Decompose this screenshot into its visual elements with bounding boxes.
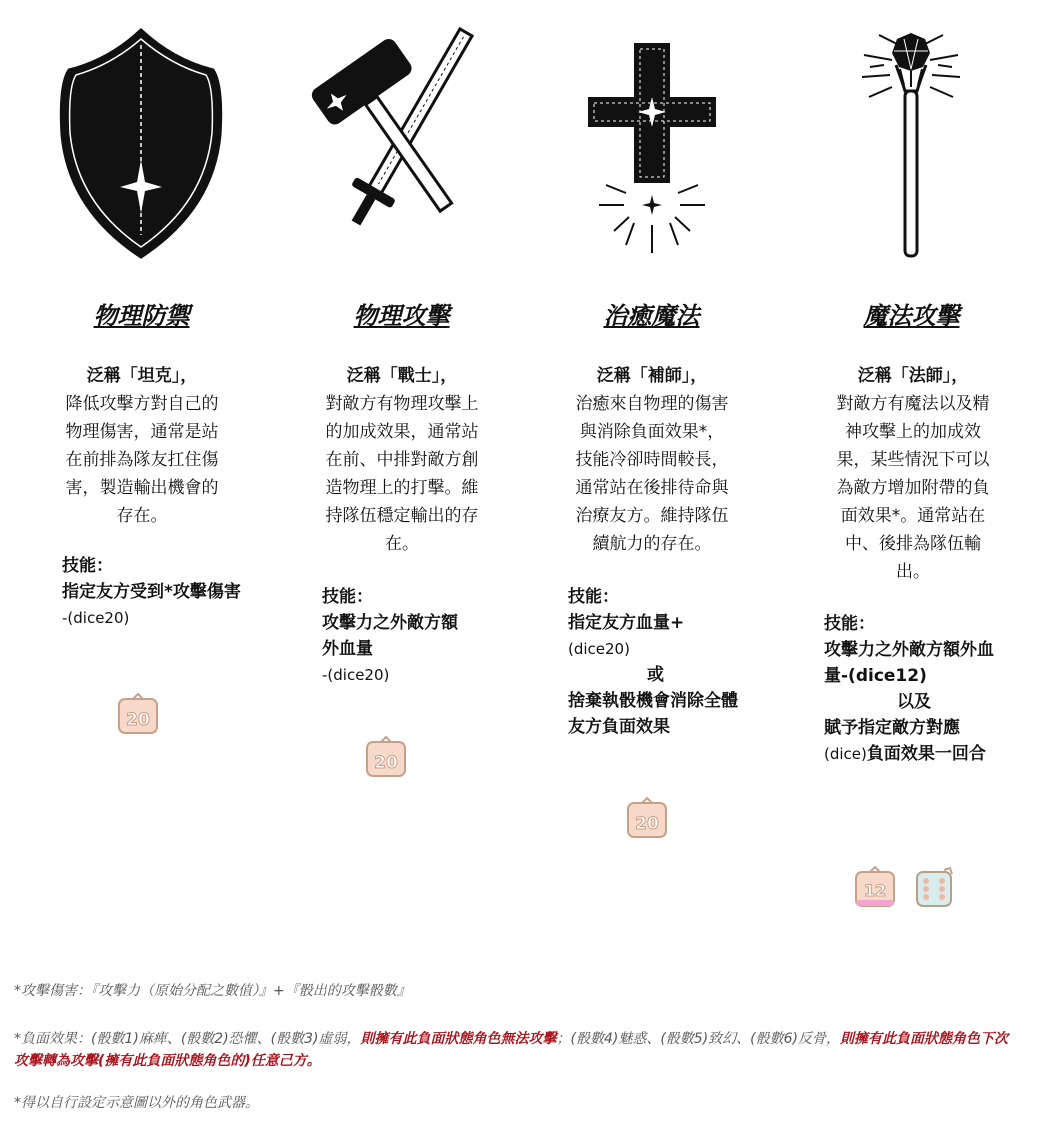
role-description-text: 治癒來自物理的傷害與消除負面效果*，技能冷卻時間較長，通常站在後排待命與治療友方。維持隊伍續航力的存在。 (575, 394, 729, 554)
role-description-text: 降低攻擊方對自己的物理傷害，通常是站在前排為隊友扛住傷害，製造輸出機會的存在。 (65, 394, 219, 526)
role-card-physical-attack (274, 0, 529, 960)
role-skill (824, 611, 1004, 767)
die-label: 20 (635, 814, 659, 834)
skill-alt: 捨棄執骰機會消除全體友方負面效果 (568, 691, 738, 737)
skill-main: 指定友方受到*攻擊傷害 (62, 582, 241, 602)
note-negative-effects (14, 1028, 1014, 1072)
role-title: 物理防禦 (93, 301, 190, 330)
role-description (829, 362, 997, 586)
hammer-sword-icon (274, 25, 529, 265)
shield-icon (14, 25, 269, 265)
skill-dice: (dice20) (568, 640, 630, 658)
skill-alt-1: 賦予指定敵方對應 (824, 718, 960, 738)
role-description-text: 對敵方有魔法以及精神攻擊上的加成效果，某些情況下可以為敵方增加附帶的負面效果*。通常站在中、後排為隊伍輸出。 (836, 394, 990, 582)
skill-heading: 技能： (568, 587, 619, 607)
role-skill (568, 584, 743, 740)
die-label: 20 (374, 753, 398, 773)
role-description (62, 362, 222, 530)
role-title: 治癒魔法 (603, 301, 700, 330)
skill-or: 以及 (897, 692, 931, 712)
die-label: 20 (126, 710, 150, 730)
skill-heading: 技能： (62, 556, 113, 576)
skill-dice: -(dice20) (62, 609, 130, 627)
role-card-healing-magic (524, 0, 779, 960)
note-negative-effects-d: 則擁有此負面狀態角色下次攻擊轉為攻擊(擁有此負面狀態角色的)任意己方。 (14, 1031, 1008, 1069)
role-card-magic-attack (784, 0, 1039, 960)
note-attack-damage: *攻擊傷害：『攻擊力（原始分配之數值）』+『骰出的攻擊骰數』 (14, 983, 411, 999)
skill-heading: 技能： (824, 614, 875, 634)
note-negative-effects-b: 則擁有此負面狀態角色無法攻擊 (360, 1031, 557, 1047)
role-skill (322, 584, 512, 688)
d12-icon (854, 866, 896, 908)
d20-icon (365, 736, 407, 778)
d20-icon (117, 693, 159, 735)
role-description (572, 362, 732, 558)
skill-alt-2-pre: (dice) (824, 745, 867, 763)
role-nickname: 泛稱「補師」， (596, 366, 708, 386)
role-card-physical-defense (14, 0, 269, 960)
role-title: 物理攻擊 (353, 301, 450, 330)
role-description (322, 362, 482, 558)
role-title: 魔法攻擊 (863, 301, 960, 330)
note-custom-weapons: *得以自行設定示意圖以外的角色武器。 (14, 1095, 259, 1111)
role-skill (62, 553, 252, 631)
role-nickname: 泛稱「戰士」， (346, 366, 458, 386)
role-nickname: 泛稱「法師」， (857, 366, 969, 386)
skill-heading: 技能： (322, 587, 373, 607)
role-nickname: 泛稱「坦克」， (86, 366, 198, 386)
cross-icon (524, 25, 779, 265)
skill-alt-2-bold: 負面效果一回合 (866, 744, 986, 764)
skill-main: 攻擊力之外敵方額外血量 (322, 613, 458, 659)
d20-icon (626, 797, 668, 839)
note-negative-effects-a: *負面效果：(骰數1)麻痺、(骰數2)恐懼、(骰數3)虛弱， (14, 1031, 361, 1047)
skill-dice: -(dice20) (322, 666, 390, 684)
staff-icon (784, 25, 1039, 265)
skill-main: 攻擊力之外敵方額外血量-(dice12) (824, 640, 994, 686)
skill-or: 或 (647, 665, 664, 685)
d6-icon (914, 866, 956, 908)
die-label: 12 (863, 881, 887, 900)
skill-main: 指定友方血量+ (568, 613, 685, 633)
note-negative-effects-c: ；(骰數4)魅惑、(骰數5)致幻、(骰數6)反骨， (556, 1031, 840, 1047)
role-description-text: 對敵方有物理攻擊上的加成效果，通常站在前、中排對敵方創造物理上的打擊。維持隊伍穩定輸出的存在。 (325, 394, 479, 554)
